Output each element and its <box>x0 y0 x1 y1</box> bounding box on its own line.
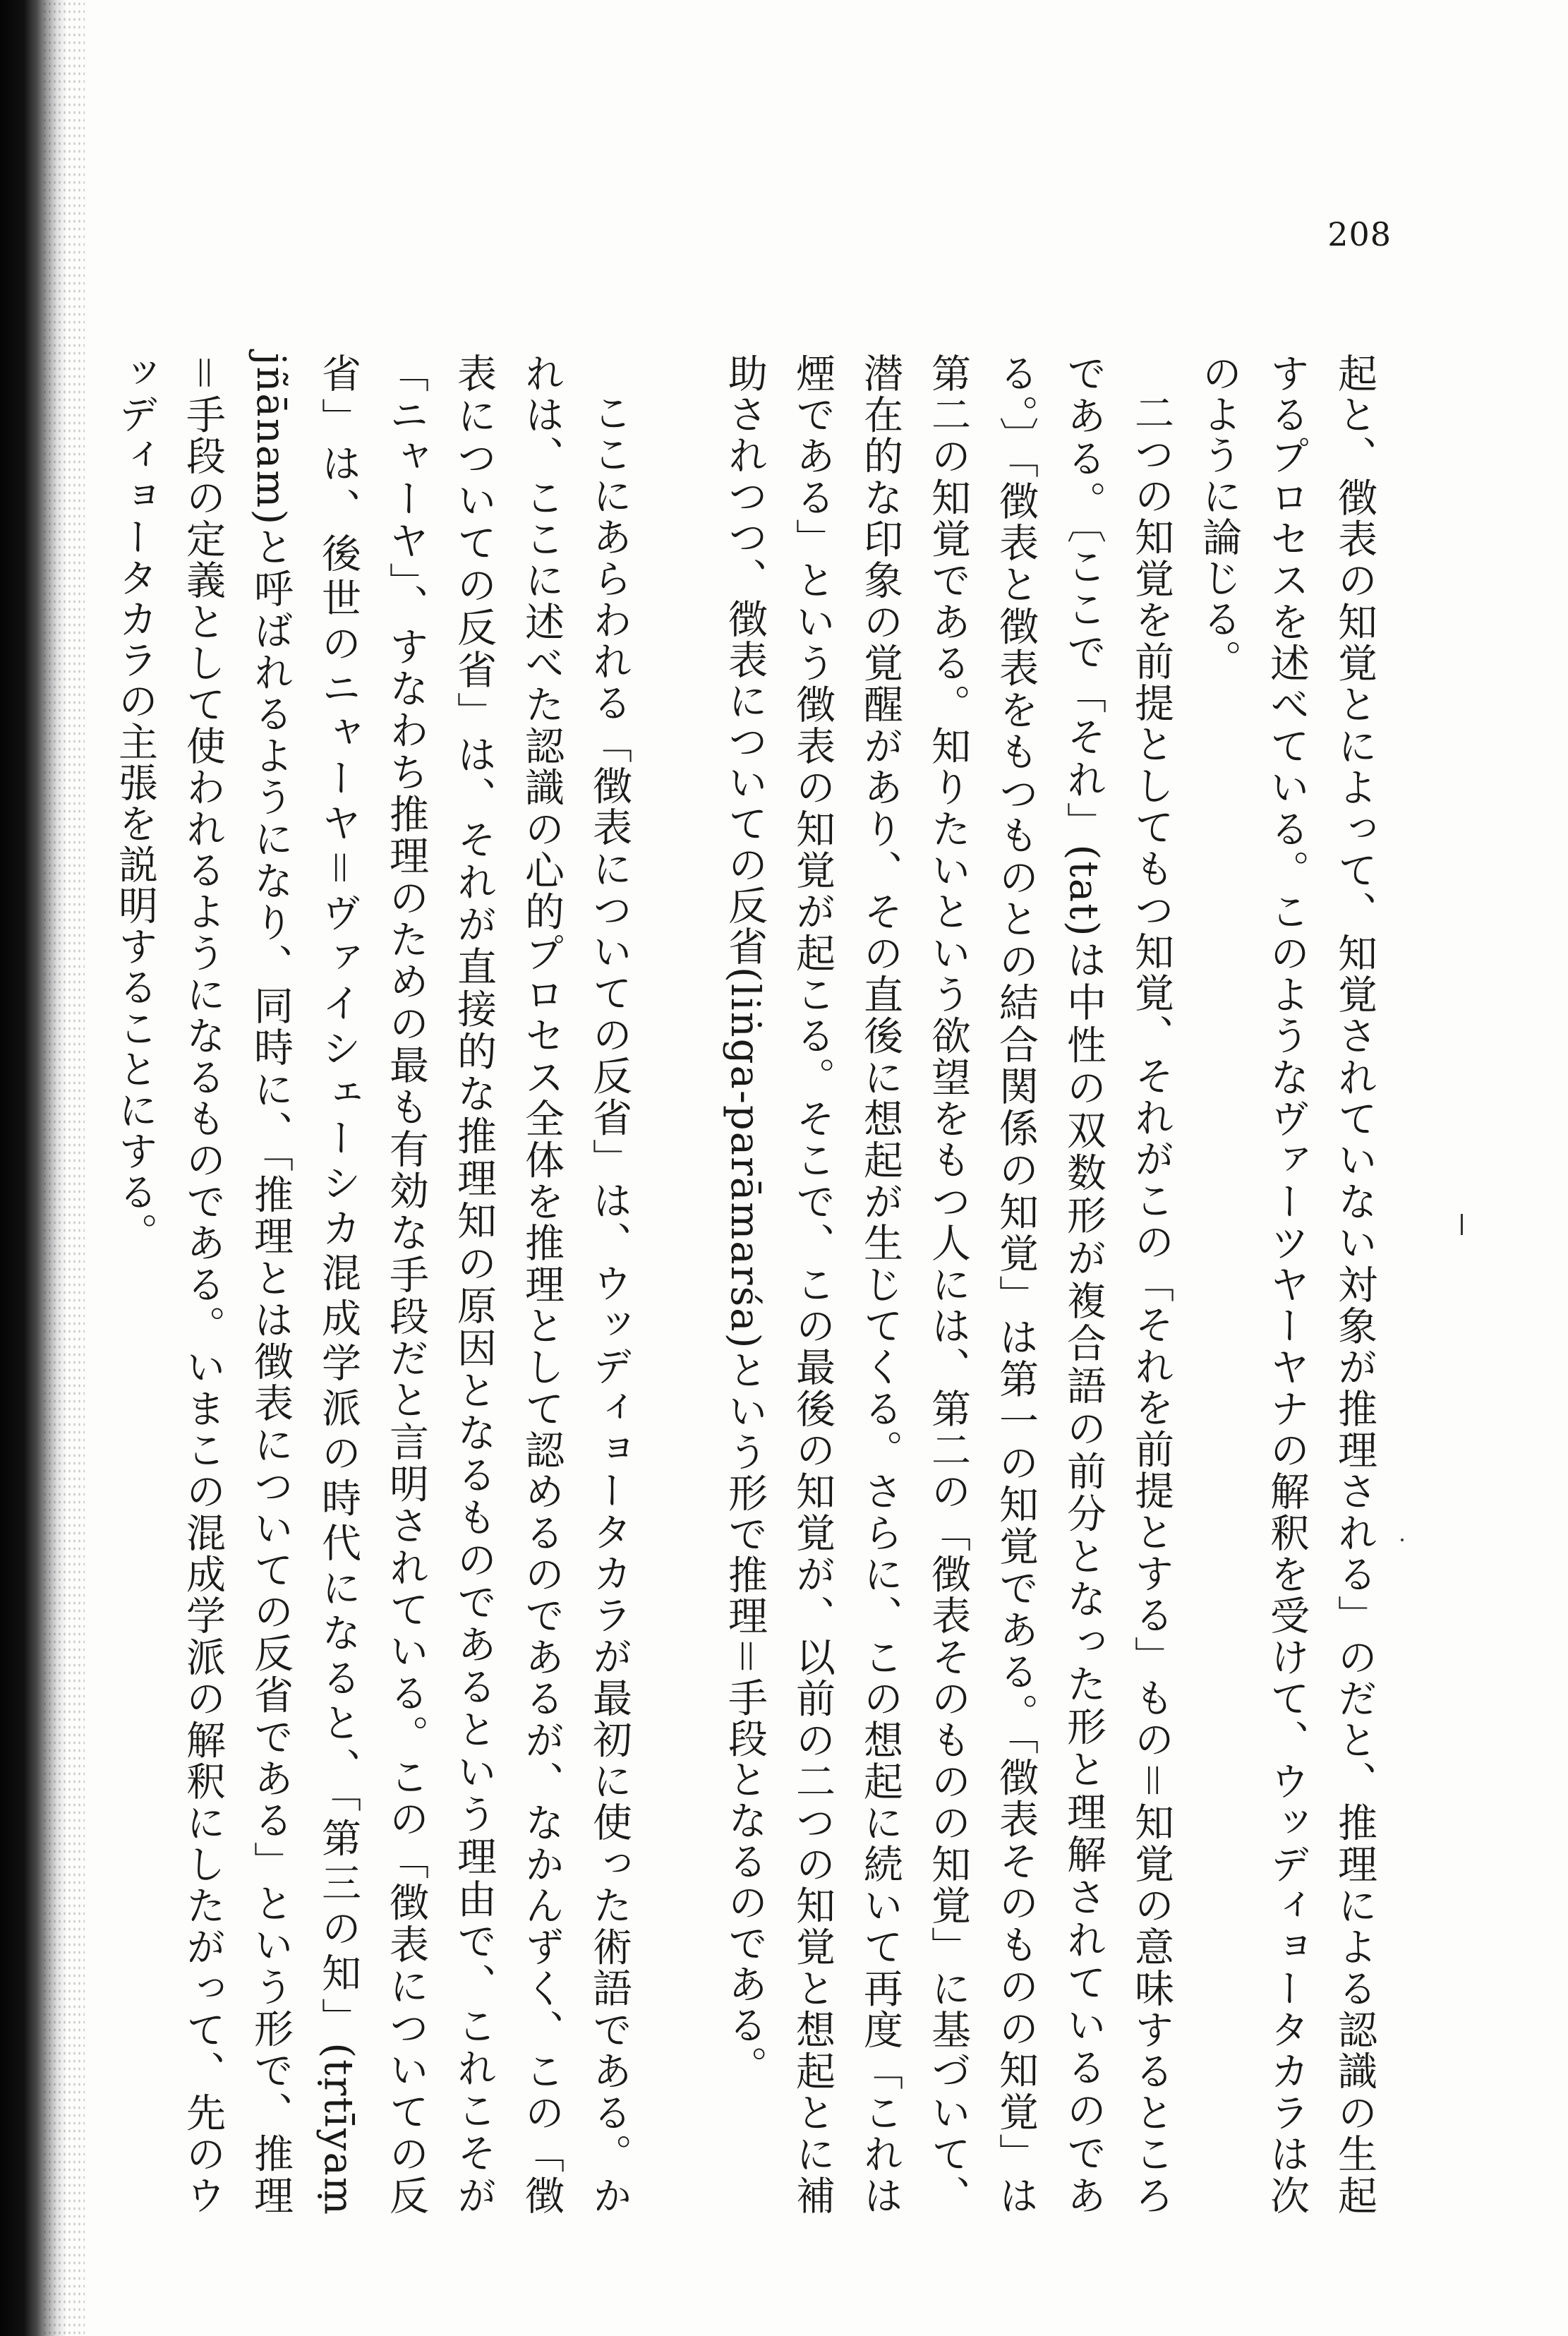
paragraph-3: ここにあらわれる「徴表についての反省」は、ウッディョータカラが最初に使った術語である。かれは、ここに述べた認識の心的プロセス全体を推理として認めるのであるが、なかんずく、この「徴表についての反省」は、それが直接的な推理知の原因となるものであるという理由で、これこそが「ニャーヤ」、すなわち推理のための最も有効な手段だと言明されている。この「徴表についての反省」は、後世のニャーヤ＝ヴァイシェーシカ混成学派の時代になると、「第三の知」(tṛtīyaṃ jñānam)と呼ばれるようになり、同時に、「推理とは徴表についての反省である」という形で、推理＝手段の定義として使われるようになるものである。いまこの混成学派の解釈にしたがって、先のウッディョータカラの主張を説明することにする。 <box>112 353 632 2217</box>
vertical-body-text <box>112 353 1388 2217</box>
scan-noise <box>42 0 85 2336</box>
page-number: 208 <box>1327 215 1392 253</box>
scan-speck <box>1401 1539 1404 1541</box>
scan-speck <box>1461 1214 1463 1235</box>
paragraph-2: 二つの知覚を前提としてもつ知覚、それがこの「それを前提とする」もの＝知覚の意味するところである。〔ここで「それ」(tat)は中性の双数形が複合語の前分となった形と理解されているのである。〕「徴表と徴表をもつものとの結合関係の知覚」は第一の知覚である。「徴表そのものの知覚」は第二の知覚である。知りたいという欲望をもつ人には、第二の「徴表そのものの知覚」に基づいて、潜在的な印象の覚醒があり、その直後に想起が生じてくる。さらに、この想起に続いて再度「これは煙である」という徴表の知覚が起こる。そこで、この最後の知覚が、以前の二つの知覚と想起とに補助されつつ、徴表についての反省(liṅga-parāmarśa)という形で推理＝手段となるのである。 <box>722 353 1174 2217</box>
paragraph-1: 起と、徴表の知覚とによって、知覚されていない対象が推理される」のだと、推理による認識の生起するプロセスを述べている。このようなヴァーツヤーヤナの解釈を受けて、ウッディョータカラは次のように論じる。 <box>1196 353 1377 2216</box>
